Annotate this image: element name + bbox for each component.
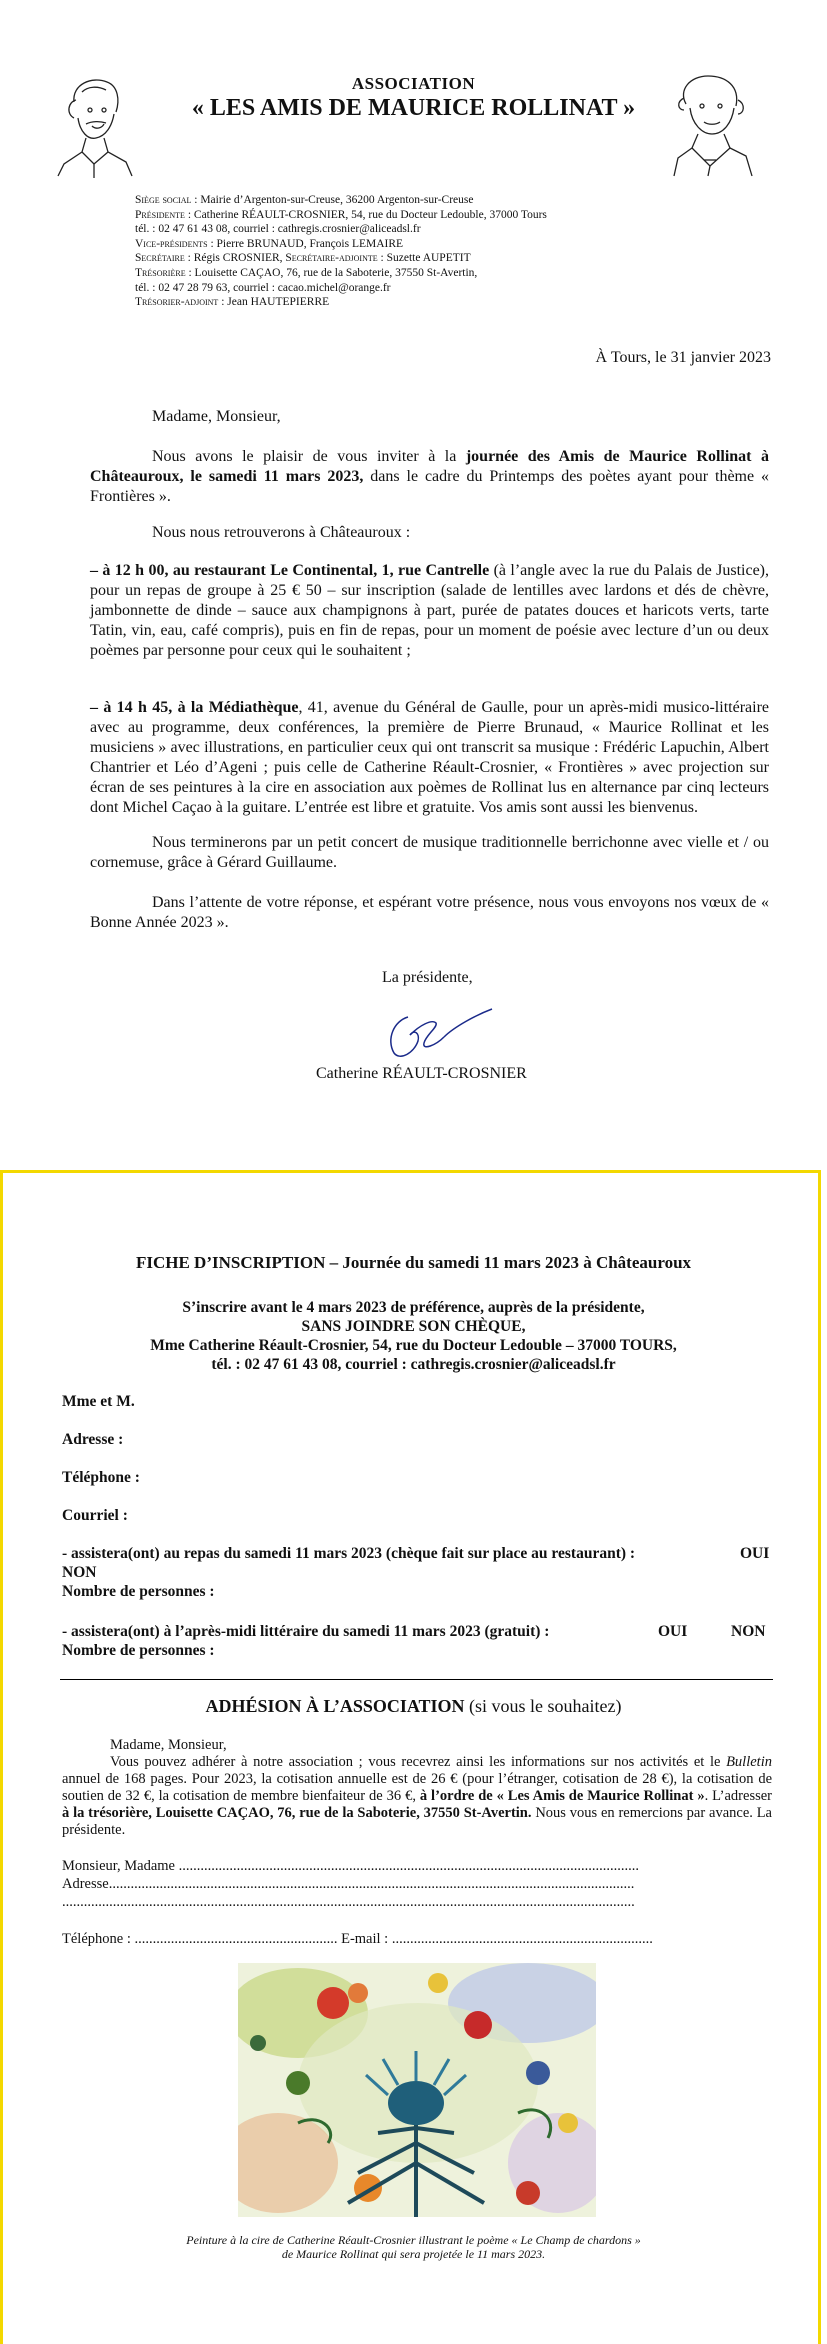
field-phone-label: Téléphone :: [62, 1469, 140, 1486]
text-run-bold: à l’ordre de « Les Amis de Maurice Rollinat »: [419, 1788, 705, 1804]
text-run-bold: – à 14 h 45, à la Médiathèque: [90, 699, 299, 716]
text-run: , 41, avenue du Général de Gaulle, pour un après-midi musico-littéraire avec au programme, deux conférences, la première de Pierre Brunaud, « Maurice Rollinat et les musiciens » avec illustrations, en particulier ceux qui ont transcrit sa musique : Frédéric Lapuchin, Albert Chantrier et Léo d’Ageni ; puis celle de Catherine Réault-Crosnier, « Frontières » avec projection sur écran de ses peintures à la cire en association aux poèmes de Rollinat lus en alternance par cinq lecteurs dont Michel Caçao à la guitare. L’entrée est libre et gratuite. Vos amis sont aussi les bienvenus.: [90, 699, 769, 816]
text-run: Nous vous en remercions par avance. La présidente.: [62, 1805, 772, 1838]
officer-text: : Louisette CAÇAO, 76, rue de la Saboterie, 37550 St-Avertin,: [185, 266, 478, 279]
officer-line: [135, 237, 547, 252]
form-instructions: [0, 1298, 827, 1374]
officer-role: Trésorière: [135, 266, 186, 279]
section-divider: [60, 1679, 773, 1680]
officer-role: Vice-présidents: [135, 237, 208, 250]
afternoon-question: - assistera(ont) à l’après-midi littéraire du samedi 11 mars 2023 (gratuit) :: [62, 1623, 550, 1640]
officer-role: Secrétaire-adjointe: [285, 252, 378, 265]
text-run-italic: Bulletin: [726, 1754, 772, 1770]
officer-line: [135, 222, 547, 237]
officer-text: tél. : 02 47 28 79 63, courriel : cacao.michel@orange.fr: [135, 281, 391, 294]
lunch-non-option[interactable]: NON: [62, 1564, 97, 1581]
officer-role: Trésorier-adjoint: [135, 296, 219, 309]
letter-paragraph-invitation: [90, 447, 769, 507]
member-address-field-2[interactable]: ..............................................................................................................................................................: [62, 1894, 635, 1910]
officer-text: : Jean HAUTEPIERRE: [218, 296, 330, 309]
form-title: FICHE D’INSCRIPTION – Journée du samedi 11 mars 2023 à Châteauroux: [135, 1253, 692, 1272]
officer-line: [135, 251, 547, 266]
text-run-bold: journée des Amis de Maurice Rollinat à Châteauroux, le samedi 11 mars 2023,: [90, 448, 770, 485]
member-name-field[interactable]: Monsieur, Madame ...............................................................................................................................: [62, 1858, 639, 1874]
officer-text: : Mairie d’Argenton-sur-Creuse, 36200 Argenton-sur-Creuse: [191, 194, 474, 206]
painting-caption: [0, 2233, 827, 2261]
afternoon-oui-option[interactable]: OUI: [658, 1623, 688, 1640]
text-run: dans le cadre du Printemps des poètes ayant pour thème « Frontières ».: [90, 468, 770, 505]
afternoon-count-label: Nombre de personnes :: [62, 1642, 215, 1659]
lunch-oui-option[interactable]: OUI: [740, 1545, 770, 1562]
membership-title: [0, 1696, 827, 1717]
field-address-label: Adresse :: [62, 1431, 124, 1448]
form-instruction-line: SANS JOINDRE SON CHÈQUE,: [301, 1318, 526, 1335]
officer-line: [135, 295, 547, 310]
membership-title-note: (si vous le souhaitez): [464, 1696, 622, 1716]
officer-line: [135, 208, 547, 223]
membership-title-main: ADHÉSION À L’ASSOCIATION: [205, 1696, 465, 1716]
letter-salutation: Madame, Monsieur,: [152, 408, 281, 425]
officer-text: : Pierre BRUNAUD, François LEMAIRE: [207, 237, 404, 250]
membership-text: [62, 1754, 772, 1839]
caption-line: de Maurice Rollinat qui sera projetée le 11 mars 2023.: [281, 2247, 546, 2261]
text-run: annuel de 168 pages. Pour 2023, la cotisation annuelle est de 26 € (pour l’étranger, cotisation de 28 €), la cotisation de soutien de 32 €, la cotisation de membre bienfaiteur de 36 €,: [62, 1771, 772, 1804]
officer-text: : Catherine RÉAULT-CROSNIER, 54, rue du Docteur Ledouble, 37000 Tours: [184, 208, 547, 221]
field-email-label: Courriel :: [62, 1507, 128, 1524]
letter-paragraph-lunch: [90, 561, 769, 661]
officer-text: : Suzette AUPETIT: [377, 252, 471, 265]
membership-salutation: Madame, Monsieur,: [110, 1737, 227, 1753]
field-name-label: Mme et M.: [62, 1393, 135, 1410]
form-instruction-line: Mme Catherine Réault-Crosnier, 54, rue du Docteur Ledouble – 37000 TOURS,: [150, 1337, 677, 1354]
caption-line: Peinture à la cire de Catherine Réault-Crosnier illustrant le poème « Le Champ de chardons »: [186, 2233, 641, 2247]
officer-text: : Régis CROSNIER,: [184, 252, 286, 265]
member-address-field[interactable]: Adresse.................................................................................................................................................: [62, 1876, 635, 1892]
officer-line: [135, 281, 547, 296]
officer-line: [135, 266, 547, 281]
officer-role: Secrétaire: [135, 252, 185, 265]
signature-drawing: [380, 995, 500, 1065]
text-run-bold: – à 12 h 00, au restaurant Le Continental, 1, rue Cantrelle: [90, 562, 490, 579]
officer-line: [135, 193, 547, 208]
letter-closing: La présidente,: [382, 969, 473, 986]
letter-date: À Tours, le 31 janvier 2023: [595, 349, 771, 366]
letter-paragraph-concert: Nous terminerons par un petit concert de musique traditionnelle berrichonne avec vielle et / ou cornemuse, grâce à Gérard Guillaume.: [90, 834, 769, 871]
member-phone-email-field[interactable]: Téléphone : ........................................................ E-mail : ........................................................................: [62, 1931, 653, 1947]
text-run: Vous pouvez adhérer à notre association ; vous recevrez ainsi les informations sur nos activités et le: [110, 1754, 727, 1770]
officer-text: tél. : 02 47 61 43 08, courriel : cathregis.crosnier@aliceadsl.fr: [135, 223, 421, 236]
lunch-question: - assistera(ont) au repas du samedi 11 mars 2023 (chèque fait sur place au restaurant) :: [62, 1545, 636, 1562]
afternoon-non-option[interactable]: NON: [731, 1623, 766, 1640]
letter-signer: Catherine RÉAULT-CROSNIER: [316, 1065, 527, 1082]
text-run-bold: à la trésorière, Louisette CAÇAO, 76, rue de la Saboterie, 37550 St-Avertin.: [62, 1805, 532, 1821]
association-name: « LES AMIS DE MAURICE ROLLINAT »: [191, 95, 636, 121]
letter-paragraph-wishes: Dans l’attente de votre réponse, et espérant votre présence, nous vous envoyons nos vœux de « Bonne Année 2023 ».: [90, 894, 769, 931]
text-run: . L’adresser: [704, 1788, 772, 1804]
text-run: Nous avons le plaisir de vous inviter à la: [152, 448, 466, 465]
letter-paragraph-meeting: Nous nous retrouverons à Châteauroux :: [152, 524, 411, 541]
text-run: (à l’angle avec la rue du Palais de Justice), pour un repas de groupe à 25 € 50 – sur inscription (salade de lentilles avec lardons et dés de chèvre, jambonnette de dinde – sauce aux champignons à part, purée de patates douces et haricots verts, tarte Tatin, vin, eau, café compris), puis en fin de repas, pour un moment de poésie avec lecture d’un ou deux poèmes par personne pour ceux qui le souhaitent ;: [90, 562, 770, 659]
lunch-count-label: Nombre de personnes :: [62, 1583, 215, 1600]
form-instruction-line: S’inscrire avant le 4 mars 2023 de préférence, auprès de la présidente,: [182, 1299, 645, 1316]
association-label: ASSOCIATION: [351, 74, 476, 93]
form-instruction-line: tél. : 02 47 61 43 08, courriel : cathregis.crosnier@aliceadsl.fr: [211, 1356, 616, 1373]
thistle-painting-image: [238, 1963, 596, 2217]
officers-list: [135, 193, 547, 310]
officer-role: Présidente: [135, 208, 185, 221]
officer-role: Siège social: [135, 194, 192, 206]
letter-paragraph-afternoon: [90, 698, 769, 818]
